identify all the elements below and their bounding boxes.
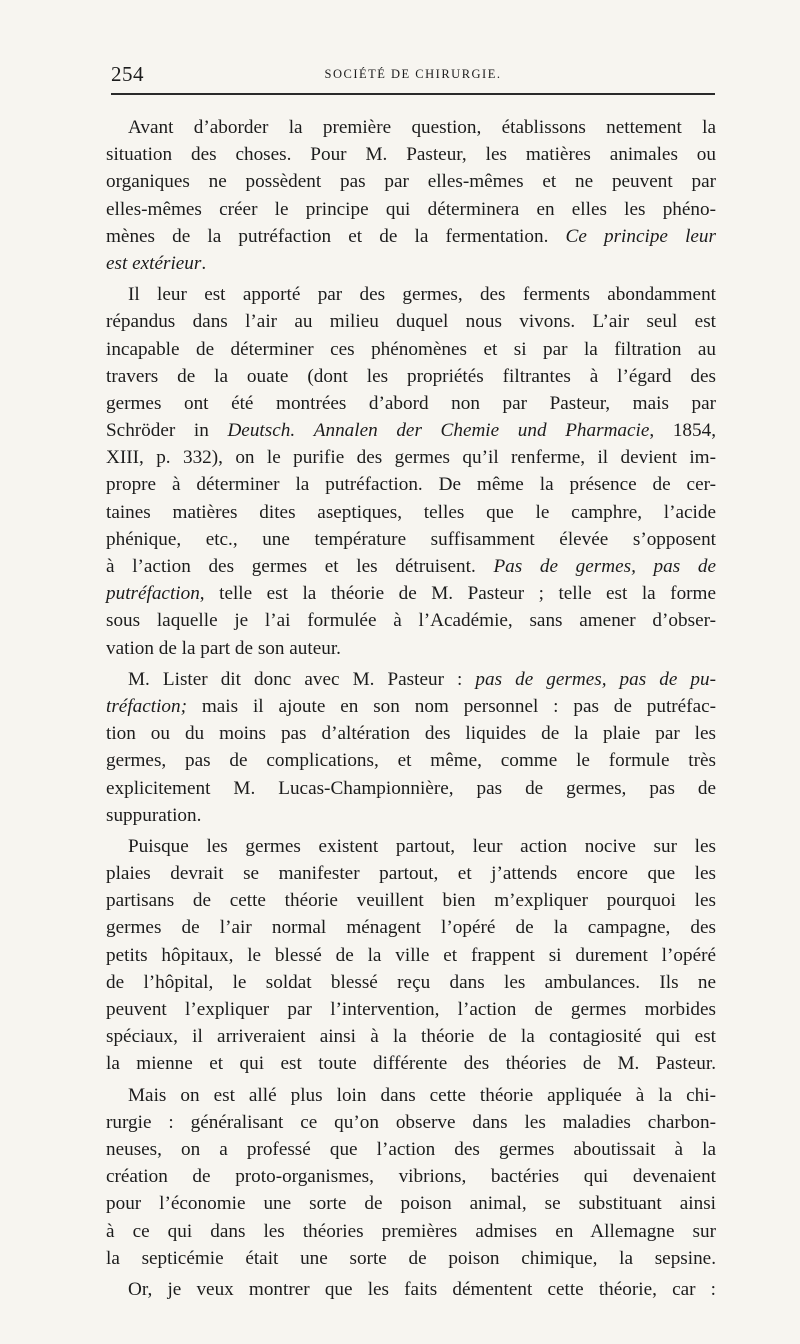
text-line: mènes de la putréfaction et de la fermentation. Ce principe leur [106,225,716,247]
text-line: création de proto-organismes, vibrions, bactéries qui devenaient [106,1166,716,1188]
italic-text: Deutsch. [227,420,296,442]
text-line: M. Lister dit donc avec M. Pasteur : pas de germes, pas de pu- [128,668,716,690]
italic-text: est extérieur [106,252,202,274]
page-header [111,62,715,88]
text-line: est extérieur. [106,252,207,274]
text-line: Puisque les germes existent partout, leur action nocive sur les [128,835,716,857]
italic-text: Ce principe leur [565,225,716,247]
text-line: la septicémie était une sorte de poison chimique, la sepsine. [106,1247,716,1269]
text-line: Avant d’aborder la première question, établissons nettement la [128,117,716,138]
running-head: SOCIÉTÉ DE CHIRURGIE. [324,67,502,81]
text-line: elles-mêmes créer le principe qui déterminera en elles les phéno- [106,198,716,220]
italic-text: pas de germes, pas de pu- [475,668,716,690]
body-text [106,114,716,1303]
text-line: tréfaction; mais il ajoute en son nom personnel : pas de putréfac- [106,695,716,717]
text-line: germes de l’air normal ménagent l’opéré de la campagne, des [106,917,716,939]
text-line: de l’hôpital, le soldat blessé reçu dans les ambulances. Ils ne [106,971,716,993]
text-line: à l’action des germes et les détruisent. Pas de germes, pas de [106,556,716,577]
italic-text: tréfaction; [106,695,187,717]
text-line: XIII, p. 332), on le purifie des germes qu’il renferme, il devient im- [106,447,716,469]
text-line: Schröder in Deutsch. Annalen der Chemie und Pharmacie, 1854, [106,420,717,442]
text-line: travers de la ouate (dont les propriétés filtrantes à l’égard des [106,365,716,387]
text-line: petits hôpitaux, le blessé de la ville et frappent si durement l’opéré [106,944,716,966]
text-line: situation des choses. Pour M. Pasteur, les matières animales ou [106,144,716,166]
text-line: à ce qui dans les théories premières admises en Allemagne sur [106,1220,716,1242]
header-rule [111,93,715,95]
text-line: neuses, on a professé que l’action des germes aboutissait à la [106,1138,716,1160]
text-line: vation de la part de son auteur. [106,637,341,659]
text-line: plaies devrait se manifester partout, et j’attends encore que les [106,863,716,885]
text-line: taines matières dites aseptiques, telles que le camphre, l’acide [106,501,716,523]
text-line: peuvent l’expliquer par l’intervention, l’action de germes morbides [106,999,716,1020]
text-line: germes, pas de complications, et même, comme le formule très [106,750,716,772]
text-line: putréfaction, telle est la théorie de M. Pasteur ; telle est la forme [106,583,716,605]
text-line: rurgie : généralisant ce qu’on observe dans les maladies charbon- [106,1111,716,1133]
text-line: phénique, etc., une température suffisamment élevée s’opposent [106,528,716,550]
text-line: pour l’économie une sorte de poison animal, se substituant ainsi [106,1193,716,1215]
text-line: incapable de déterminer ces phénomènes et si par la filtration au [106,338,716,360]
text-line: germes ont été montrées d’abord non par Pasteur, mais par [106,392,716,414]
italic-text: Annalen der Chemie und Pharmacie [313,420,650,442]
text-line: Mais on est allé plus loin dans cette théorie appliquée à la chi- [128,1084,716,1106]
text-line: sous laquelle je l’ai formulée à l’Académie, sans amener d’obser- [106,610,716,632]
italic-text: putréfaction [106,583,200,605]
text-line: suppuration. [106,804,202,826]
text-line: partisans de cette théorie veuillent bien m’expliquer pourquoi les [106,890,716,912]
text-line: propre à déterminer la putréfaction. De même la présence de cer- [106,474,716,496]
text-line: Il leur est apporté par des germes, des ferments abondamment [128,284,716,306]
text-line: explicitement M. Lucas-Championnière, pas de germes, pas de [106,777,716,799]
page-number: 254 [111,62,144,86]
text-line: Or, je veux montrer que les faits démentent cette théorie, car : [128,1278,716,1300]
text-line: spéciaux, il arriveraient ainsi à la théorie de la contagiosité qui est [106,1026,716,1048]
italic-text: Pas de germes, pas de [493,556,716,577]
text-line: tion ou du moins pas d’altération des liquides de la plaie par les [106,723,716,745]
text-line: organiques ne possèdent pas par elles-mêmes et ne peuvent par [106,171,716,193]
text-line: répandus dans l’air au milieu duquel nous vivons. L’air seul est [106,311,716,333]
text-line: la mienne et qui est toute différente des théories de M. Pasteur. [106,1053,716,1075]
